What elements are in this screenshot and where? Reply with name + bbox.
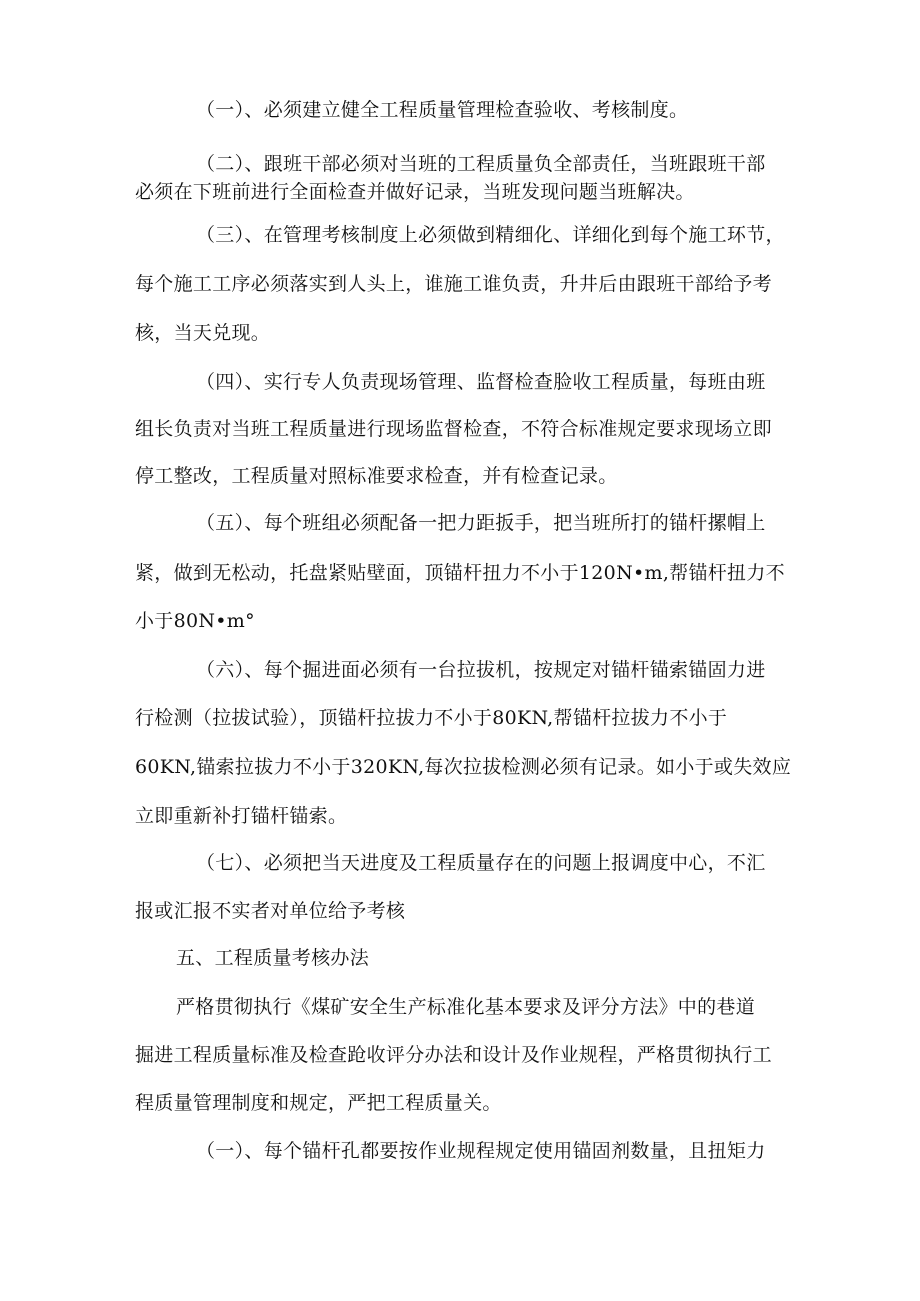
- text-line: 停工整改，工程质量对照标准要求检查，并有检查记录。: [135, 465, 618, 487]
- text-line: （六）、每个掘进面必须有一台拉拔机，按规定对锚杆锚索锚固力进: [196, 659, 766, 681]
- text-line: 60KN,锚索拉拔力不小于320KN,每次拉拔检测必须有记录。如小于或失效应: [135, 756, 792, 778]
- text-line: 掘进工程质量标准及检查跄收评分办法和设计及作业规程，严格贯彻执行工: [135, 1044, 772, 1066]
- text-line: 组长负责对当班工程质量进行现场监督检查，不符合标准规定要求现场立即: [135, 418, 772, 440]
- text-line: （四）、实行专人负责现场管理、监督检查脸收工程质量，每班由班: [196, 371, 766, 393]
- text-line: 报或汇报不实者对单位给予考核: [135, 900, 406, 922]
- text-line: 紧，做到无松动，托盘紧贴壁面，顶锚杆扭力不小于120N•m,帮锚杆扭力不: [135, 562, 785, 584]
- text-line: 行检测（拉拔试验），顶锚杆拉拔力不小于80KN,帮锚杆拉拔力不小于: [135, 707, 728, 729]
- text-line: 每个施工工序必须落实到人头上，谁施工谁负责，升井后由跟班干部给予考: [135, 273, 772, 295]
- text-line: （一）、必须建立健全工程质量管理检查验收、考核制度。: [196, 99, 689, 121]
- text-line: 核，当天兑现。: [135, 322, 271, 344]
- text-line: 立即重新补打锚杆锚索。: [135, 805, 348, 827]
- text-line: （二）、跟班干部必须对当班的工程质量负全部责任，当班跟班干部: [196, 153, 766, 175]
- text-line: 程质量管理制度和规定，严把工程质量关。: [135, 1092, 502, 1114]
- text-line: （三）、在管理考核制度上必须做到精细化、详细化到每个施工环节，: [196, 224, 785, 246]
- section-heading: 五、工程质量考核办法: [176, 947, 370, 969]
- text-line: （五）、每个班组必须配备一把力距扳手，把当班所打的锚杆摞帽上: [196, 512, 766, 534]
- text-line: 严格贯彻执行《煤矿安全生产标准化基本要求及评分方法》中的巷道: [176, 996, 756, 1018]
- text-line: 小于80N•m°: [135, 610, 255, 632]
- text-line: （七）、必须把当天进度及工程质量存在的问题上报调度中心，不汇: [196, 852, 766, 874]
- text-line: （一）、每个锚杆孔都要按作业规程规定使用锚固剂数量，且扭矩力: [196, 1140, 766, 1162]
- text-line: 必须在下班前进行全面检查并做好记录，当班发现问题当班解决。: [135, 181, 695, 203]
